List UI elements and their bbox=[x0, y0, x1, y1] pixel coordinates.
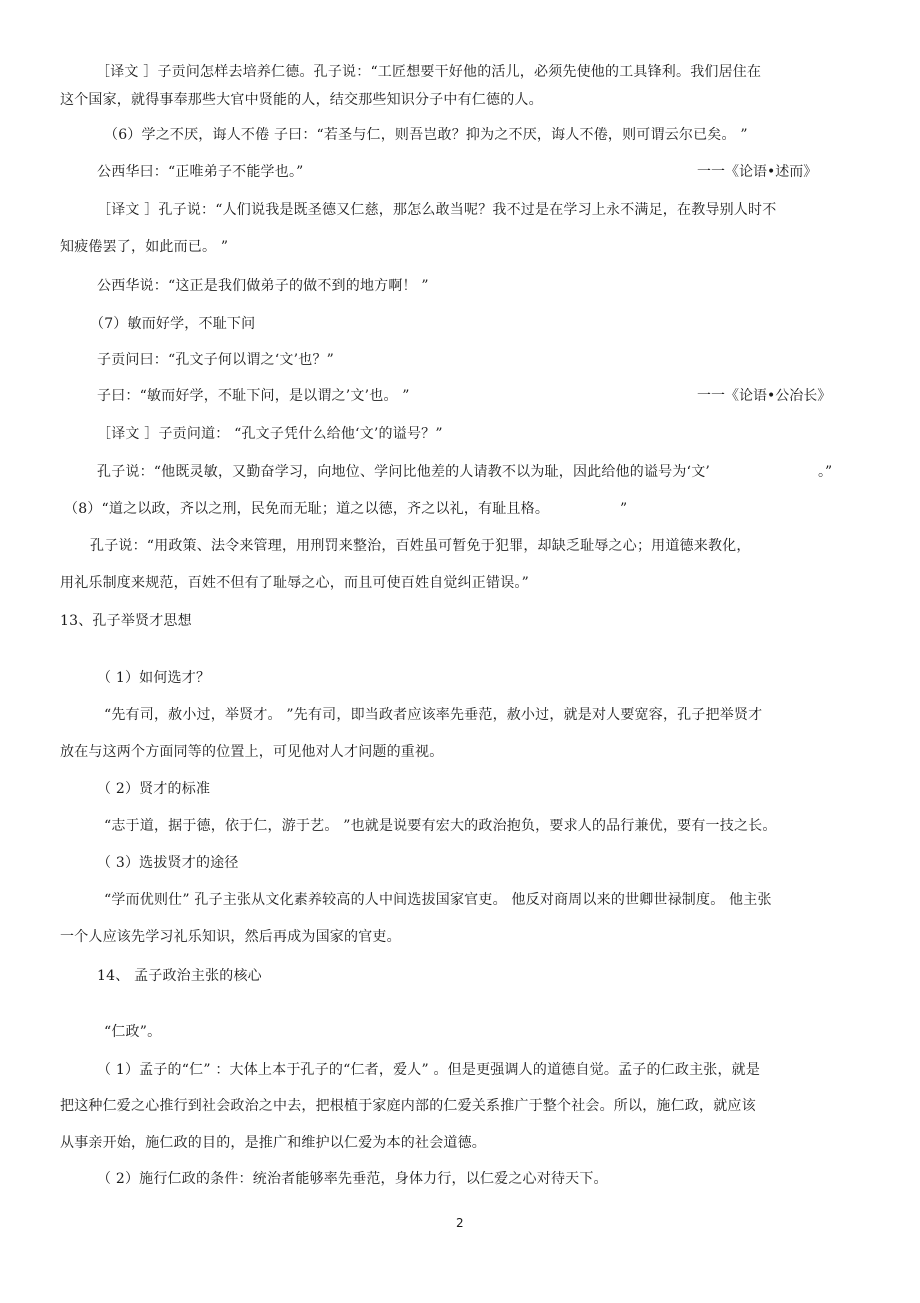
text-line-20: （ 2）贤才的标准 bbox=[97, 781, 211, 797]
text-line-15: 用礼乐制度来规范，百姓不但有了耻辱之心，而且可使百姓自觉纠正错误。” bbox=[60, 575, 529, 591]
text-line-27: （ 1）孟子的“仁” ：大体上本于孔子的“仁者，爱人” 。但是更强调人的道德自觉。孟子的仁政主张，就是 bbox=[97, 1062, 761, 1078]
text-line-14: 孔子说：“用政策、法令来管理，用刑罚来整治，百姓虽可暂免于犯罪，却缺乏耻辱之心；用道德来教化， bbox=[90, 538, 751, 554]
text-line-13: （8）“道之以政，齐以之刑，民免而无耻；道之以德，齐之以礼，有耻且格。 bbox=[64, 501, 550, 517]
text-line-4: 公西华曰：“正唯弟子不能学也。” bbox=[97, 164, 304, 180]
text-line-5: ［译文 ］孔子说：“人们说我是既圣德又仁慈，那怎么敢当呢？我不过是在学习上永不满足，在教导别人时不 bbox=[97, 202, 777, 218]
text-line-2: 这个国家，就得事奉那些大官中贤能的人，结交那些知识分子中有仁德的人。 bbox=[60, 92, 543, 108]
text-line-1: ［译文 ］子贡问怎样去培养仁德。孔子说：“工匠想要干好他的活儿，必须先使他的工具锋利。我们居住在 bbox=[96, 64, 762, 80]
text-line-12: 孔子说：“他既灵敏，又勤奋学习，向地位、学问比他差的人请教不以为耻，因此给他的谥号为‘文’ bbox=[97, 464, 711, 480]
text-line-3: （6）学之不厌，诲人不倦 子曰：“若圣与仁，则吾岂敢？抑为之不厌，诲人不倦，则可谓云尔已矣。 ” bbox=[104, 127, 748, 143]
text-line-23: “学而优则仕” 孔子主张从文化素养较高的人中间选拔国家官吏。 他反对商周以来的世卿世禄制度。 他主张 bbox=[104, 892, 772, 908]
text-line-8: （7）敏而好学，不耻下问 bbox=[90, 316, 256, 332]
section-heading-14: 14、 孟子政治主张的核心 bbox=[97, 968, 262, 984]
section-heading-13: 13、孔子举贤才思想 bbox=[60, 613, 192, 629]
text-line-19: 放在与这两个方面同等的位置上，可见他对人才问题的重视。 bbox=[60, 744, 444, 760]
closing-quote-mark: 。” bbox=[818, 464, 833, 480]
text-line-24: 一个人应该先学习礼乐知识，然后再成为国家的官吏。 bbox=[60, 929, 401, 945]
text-line-22: （ 3）选拔贤才的途径 bbox=[97, 855, 239, 871]
text-line-26: “仁政”。 bbox=[104, 1024, 162, 1040]
page-number: 2 bbox=[456, 1216, 464, 1230]
text-line-10: 子曰：“敏而好学，不耻下问，是以谓之’文’也。 ” bbox=[97, 388, 410, 404]
text-line-30: （ 2）施行仁政的条件：统治者能够率先垂范，身体力行，以仁爱之心对待天下。 bbox=[97, 1171, 608, 1187]
text-line-29: 从事亲开始，施仁政的目的，是推广和维护以仁爱为本的社会道德。 bbox=[60, 1135, 486, 1151]
text-line-18: “先有司，赦小过，举贤才。 ”先有司，即当政者应该率先垂范，赦小过，就是对人要宽容，孔子把举贤才 bbox=[104, 707, 763, 723]
text-line-7: 公西华说：“这正是我们做弟子的做不到的地方啊！ ” bbox=[97, 278, 429, 294]
text-line-17: （ 1）如何选才？ bbox=[97, 670, 211, 686]
text-line-21: “志于道，据于德，依于仁，游于艺。 ”也就是说要有宏大的政治抱负，要求人的品行兼优，要有一技之长。 bbox=[104, 818, 777, 834]
text-line-11: ［译文 ］子贡问道： “孔文子凭什么给他‘文’的谥号？” bbox=[97, 426, 443, 442]
source-citation: 一一《论语•公冶长》 bbox=[697, 388, 832, 404]
text-line-9: 子贡问曰：“孔文子何以谓之‘文’也？” bbox=[97, 352, 335, 368]
text-line-28: 把这种仁爱之心推行到社会政治之中去，把根植于家庭内部的仁爱关系推广于整个社会。所以，施仁政，就应该 bbox=[60, 1098, 756, 1114]
source-citation: 一一《论语•述而》 bbox=[697, 164, 818, 180]
closing-quote-mark: ” bbox=[620, 501, 628, 517]
text-line-6: 知疲倦罢了，如此而已。 ” bbox=[60, 239, 229, 255]
